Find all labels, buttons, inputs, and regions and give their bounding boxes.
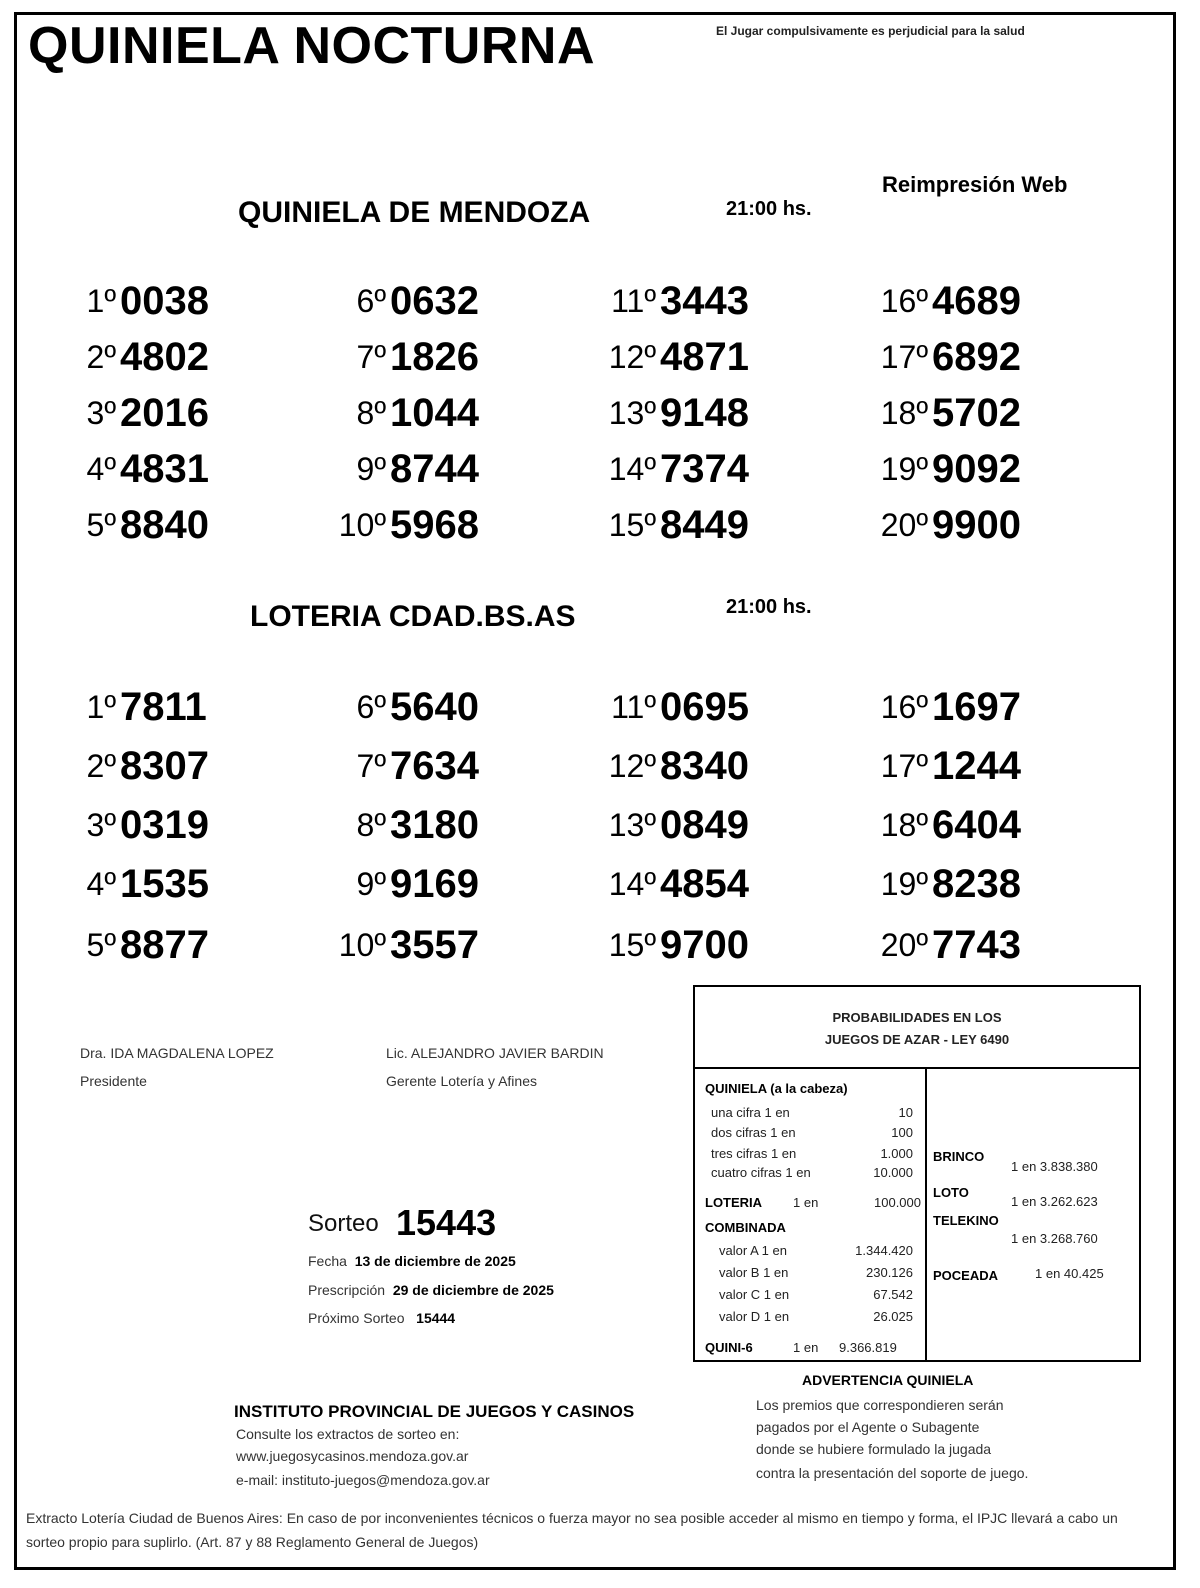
result-cell [330, 857, 480, 913]
result-cell [600, 857, 750, 913]
result-cell [600, 274, 750, 330]
result-position: 3º [86, 807, 116, 843]
brinco-label: BRINCO [933, 1149, 985, 1164]
result-position: 20º [880, 507, 928, 543]
combinada-b-label: valor B 1 en [719, 1265, 789, 1280]
result-number: 5640 [390, 685, 479, 729]
result-cell [872, 386, 1022, 442]
result-position: 5º [86, 927, 116, 963]
institute-email-link[interactable]: e-mail: instituto-juegos@mendoza.gov.ar [236, 1472, 490, 1488]
advertencia-title: ADVERTENCIA QUINIELA [802, 1372, 974, 1388]
result-position: 6º [356, 283, 386, 319]
signature-left-name: Dra. IDA MAGDALENA LOPEZ [80, 1045, 274, 1061]
combinada-c-value: 67.542 [873, 1287, 913, 1302]
prescripcion-value: 29 de diciembre de 2025 [392, 1282, 554, 1298]
result-position: 2º [86, 339, 116, 375]
result-number: 1044 [390, 391, 479, 435]
result-number: 0695 [660, 685, 749, 729]
result-number: 8877 [120, 923, 209, 967]
result-position: 15º [608, 507, 656, 543]
loteria-title: LOTERIA CDAD.BS.AS [250, 600, 576, 633]
result-cell [330, 498, 480, 554]
result-position: 17º [880, 748, 928, 784]
result-position: 18º [880, 395, 928, 431]
probabilities-title-2: JUEGOS DE AZAR - LEY 6490 [824, 1032, 1010, 1047]
probabilities-box [693, 985, 1141, 1362]
result-position: 15º [608, 927, 656, 963]
result-position: 7º [356, 748, 386, 784]
result-position: 9º [356, 866, 386, 902]
quini6-label: QUINI-6 [705, 1340, 753, 1355]
q4-label: cuatro cifras 1 en [711, 1165, 811, 1180]
q1-label: una cifra 1 en [711, 1105, 790, 1120]
result-number: 5968 [390, 503, 479, 547]
mendoza-title: QUINIELA DE MENDOZA [238, 196, 591, 229]
result-position: 10º [338, 927, 386, 963]
proximo-value: 15444 [416, 1310, 456, 1326]
combinada-c-label: valor C 1 en [719, 1287, 790, 1302]
footer-disclaimer: Extracto Lotería Ciudad de Buenos Aires: En caso de por inconvenientes técnicos o fuerza mayor no sea posible acceder al mismo en tiempo y forma, el IPJC llevará a cabo un sorteo propio para suplirlo. (Art. 87 y 88 Reglamento General de Juegos) [26, 1510, 1118, 1550]
result-position: 13º [608, 807, 656, 843]
result-cell [872, 798, 1022, 854]
result-number: 4802 [120, 335, 209, 379]
result-position: 6º [356, 689, 386, 725]
institute-line: Consulte los extractos de sorteo en: [236, 1426, 460, 1442]
health-warning: El Jugar compulsivamente es perjudicial para la salud [716, 24, 1025, 38]
result-number: 7374 [660, 447, 749, 491]
result-number: 7743 [932, 923, 1021, 967]
result-cell [872, 330, 1022, 386]
combinada-b-value: 230.126 [866, 1265, 913, 1280]
loto-value: 1 en 3.262.623 [1011, 1194, 1098, 1209]
combinada-title: COMBINADA [705, 1220, 786, 1235]
result-cell [600, 680, 750, 736]
combinada-a-label: valor A 1 en [719, 1243, 787, 1258]
quini6-value: 9.366.819 [839, 1340, 897, 1355]
poceada-label: POCEADA [933, 1268, 999, 1283]
advertencia-line-3: donde se hubiere formulado la jugada [756, 1441, 992, 1457]
result-cell [600, 739, 750, 795]
mendoza-time: 21:00 hs. [726, 198, 812, 220]
signature-left-role: Presidente [80, 1073, 147, 1089]
result-cell [60, 330, 210, 386]
result-position: 19º [880, 866, 928, 902]
result-position: 16º [880, 689, 928, 725]
loto-label: LOTO [933, 1185, 969, 1200]
result-number: 8340 [660, 744, 749, 788]
result-cell [60, 798, 210, 854]
result-cell [872, 442, 1022, 498]
result-number: 7634 [390, 744, 479, 788]
poceada-value: 1 en 40.425 [1035, 1266, 1104, 1281]
result-cell [600, 442, 750, 498]
result-cell [330, 680, 480, 736]
probabilities-title-1: PROBABILIDADES EN LOS [832, 1010, 1002, 1025]
quini6-en: 1 en [793, 1340, 819, 1355]
combinada-d-value: 26.025 [873, 1309, 913, 1324]
result-position: 1º [86, 689, 116, 725]
result-number: 7811 [120, 685, 207, 729]
result-cell [60, 680, 210, 736]
sorteo-label: Sorteo [308, 1210, 379, 1237]
result-cell [60, 442, 210, 498]
probabilities-header [695, 987, 1139, 1069]
loteria-prob-en: 1 en [793, 1195, 819, 1210]
result-position: 4º [86, 451, 116, 487]
result-number: 1535 [120, 862, 209, 906]
result-cell [600, 918, 750, 974]
result-position: 14º [608, 866, 656, 902]
institute-website-link[interactable]: www.juegosycasinos.mendoza.gov.ar [236, 1448, 469, 1464]
result-number: 4854 [660, 862, 749, 906]
result-number: 8449 [660, 503, 749, 547]
result-number: 0038 [120, 279, 209, 323]
result-cell [600, 386, 750, 442]
result-position: 16º [880, 283, 928, 319]
result-number: 1697 [932, 685, 1021, 729]
result-cell [600, 498, 750, 554]
loteria-prob-value: 100.000 [874, 1195, 921, 1210]
result-number: 8238 [932, 862, 1021, 906]
result-number: 1244 [932, 744, 1021, 788]
result-cell [872, 274, 1022, 330]
result-cell [60, 739, 210, 795]
result-cell [330, 739, 480, 795]
signature-right-name: Lic. ALEJANDRO JAVIER BARDIN [386, 1045, 604, 1061]
result-number: 0319 [120, 803, 209, 847]
q4-value: 10.000 [873, 1165, 913, 1180]
result-position: 13º [608, 395, 656, 431]
result-position: 11º [611, 283, 656, 319]
result-position: 2º [86, 748, 116, 784]
result-number: 4689 [932, 279, 1021, 323]
proximo-row [308, 1310, 455, 1326]
result-number: 9700 [660, 923, 749, 967]
prescripcion-label: Prescripción [308, 1282, 386, 1298]
result-position: 19º [880, 451, 928, 487]
result-cell [330, 798, 480, 854]
result-number: 6404 [932, 803, 1021, 847]
result-cell [600, 330, 750, 386]
combinada-a-value: 1.344.420 [855, 1243, 913, 1258]
result-number: 4871 [660, 335, 749, 379]
result-position: 1º [86, 283, 116, 319]
result-cell [60, 857, 210, 913]
result-cell [872, 680, 1022, 736]
result-cell [60, 498, 210, 554]
telekino-value: 1 en 3.268.760 [1011, 1231, 1098, 1246]
result-number: 3443 [660, 279, 749, 323]
loteria-prob-label: LOTERIA [705, 1195, 763, 1210]
result-cell [330, 386, 480, 442]
result-cell [872, 918, 1022, 974]
result-cell [330, 274, 480, 330]
result-cell [330, 918, 480, 974]
result-position: 17º [880, 339, 928, 375]
result-number: 9092 [932, 447, 1021, 491]
result-position: 9º [356, 451, 386, 487]
result-position: 18º [880, 807, 928, 843]
result-cell [872, 739, 1022, 795]
q1-value: 10 [898, 1105, 913, 1120]
result-position: 10º [338, 507, 386, 543]
result-number: 8744 [390, 447, 479, 491]
q2-label: dos cifras 1 en [711, 1125, 796, 1140]
proximo-label: Próximo Sorteo [308, 1310, 405, 1326]
result-position: 8º [356, 395, 386, 431]
result-cell [330, 442, 480, 498]
quiniela-prob-title: QUINIELA (a la cabeza) [705, 1081, 848, 1096]
institute-title: INSTITUTO PROVINCIAL DE JUEGOS Y CASINOS [234, 1402, 635, 1421]
probabilities-divider [925, 1069, 927, 1360]
advertencia-line-2: pagados por el Agente o Subagente [756, 1419, 980, 1435]
result-position: 12º [608, 748, 656, 784]
q2-value: 100 [891, 1125, 913, 1140]
telekino-label: TELEKINO [933, 1213, 999, 1228]
advertencia-line-1: Los premios que correspondieren serán [756, 1397, 1004, 1413]
signature-right-role: Gerente Lotería y Afines [386, 1073, 537, 1089]
result-cell [60, 918, 210, 974]
result-cell [872, 498, 1022, 554]
sorteo-number: 15443 [396, 1202, 497, 1243]
result-number: 1826 [390, 335, 479, 379]
result-position: 14º [608, 451, 656, 487]
result-position: 8º [356, 807, 386, 843]
result-number: 9900 [932, 503, 1021, 547]
result-cell [60, 274, 210, 330]
result-number: 0849 [660, 803, 749, 847]
result-position: 7º [356, 339, 386, 375]
advertencia-line-4: contra la presentación del soporte de juego. [756, 1465, 1029, 1481]
result-cell [60, 386, 210, 442]
result-number: 3557 [390, 923, 479, 967]
result-number: 0632 [390, 279, 479, 323]
result-position: 3º [86, 395, 116, 431]
result-cell [872, 857, 1022, 913]
page-title: QUINIELA NOCTURNA [28, 17, 595, 75]
result-number: 5702 [932, 391, 1021, 435]
result-position: 11º [611, 689, 656, 725]
brinco-value: 1 en 3.838.380 [1011, 1159, 1098, 1174]
result-position: 4º [86, 866, 116, 902]
result-number: 9169 [390, 862, 479, 906]
result-number: 4831 [120, 447, 209, 491]
result-number: 8307 [120, 744, 209, 788]
q3-value: 1.000 [880, 1146, 913, 1161]
loteria-time: 21:00 hs. [726, 596, 812, 618]
result-number: 2016 [120, 391, 209, 435]
result-number: 3180 [390, 803, 479, 847]
result-cell [600, 798, 750, 854]
result-cell [330, 330, 480, 386]
result-number: 9148 [660, 391, 749, 435]
q3-label: tres cifras 1 en [711, 1146, 797, 1161]
result-number: 6892 [932, 335, 1021, 379]
result-position: 20º [880, 927, 928, 963]
fecha-label: Fecha [308, 1253, 347, 1269]
combinada-d-label: valor D 1 en [719, 1309, 790, 1324]
fecha-row [308, 1253, 516, 1269]
fecha-value: 13 de diciembre de 2025 [354, 1253, 516, 1269]
reprint-label: Reimpresión Web [882, 172, 1068, 197]
result-position: 12º [608, 339, 656, 375]
result-number: 8840 [120, 503, 209, 547]
result-position: 5º [86, 507, 116, 543]
prescripcion-row [308, 1282, 554, 1298]
